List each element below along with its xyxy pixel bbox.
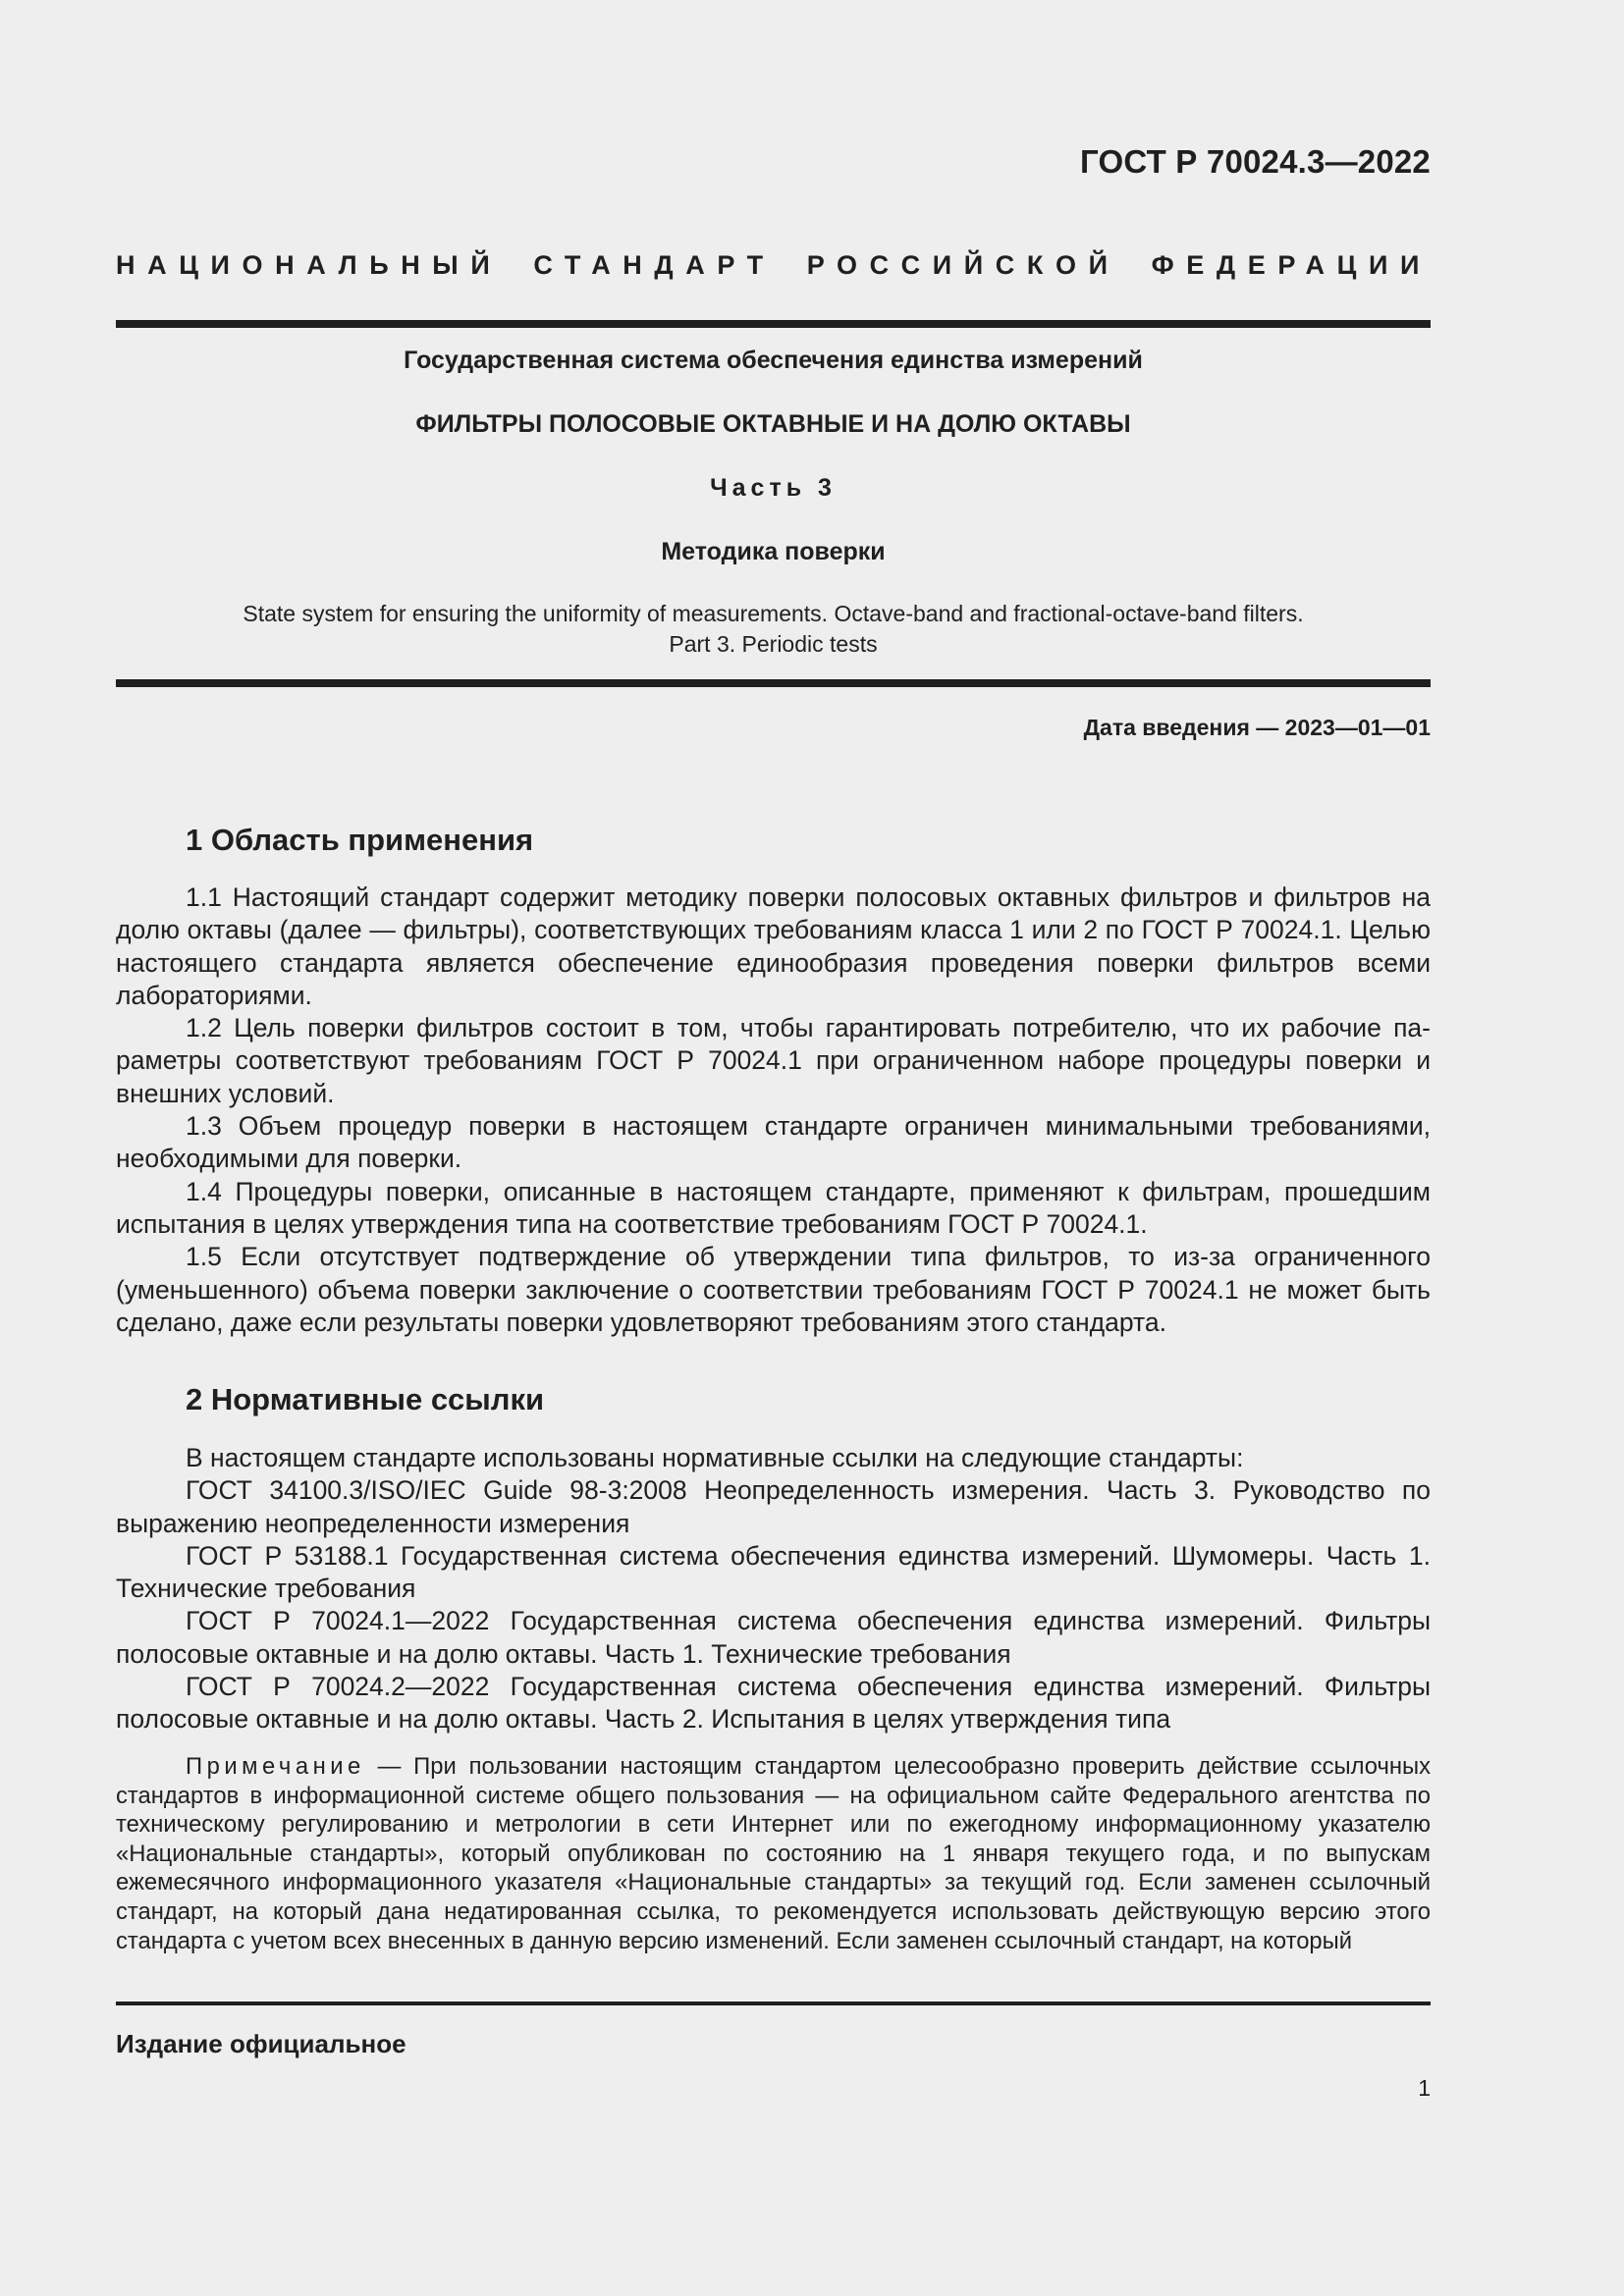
national-standard-banner: НАЦИОНАЛЬНЫЙ СТАНДАРТ РОССИЙСКОЙ ФЕДЕРАЦИИ [116, 250, 1432, 280]
section-2-body [116, 1442, 1431, 1736]
english-title [116, 599, 1431, 660]
note-paragraph [116, 1752, 1431, 1955]
part-label: Часть 3 [710, 474, 837, 502]
note-label: Примечание [186, 1753, 365, 1780]
paragraph-1-4: 1.4 Процедуры поверки, описанные в настоящем стандарте, применяют к фильтрам, прошедшим испытания в целях утверждения типа на соответствие требованиям ГОСТ Р 70024.1. [116, 1176, 1431, 1239]
official-edition-label: Издание официальное [116, 2029, 406, 2058]
standard-code: ГОСТ Р 70024.3—2022 [1080, 143, 1431, 180]
reference-item: ГОСТ Р 70024.1—2022 Государственная система обеспечения единства измерений. Фильтры полосовые октавные и на долю октавы. Часть 1. Технические требования [116, 1606, 1431, 1669]
title-bottom-rule [116, 679, 1431, 687]
english-title-line-1: State system for ensuring the uniformity of measurements. Octave-band and fractional-octave-band filters. [243, 601, 1304, 626]
reference-intro: В настоящем стандарте использованы нормативные ссылки на следующие стандарты: [186, 1443, 1244, 1472]
paragraph-1-2: 1.2 Цель поверки фильтров состоит в том, чтобы гарантировать потребителю, что их рабочие параметры соответствуют требованиям ГОСТ Р 70024.1 при ограниченном наборе процедуры поверки и внешних условий. [116, 1013, 1431, 1108]
paragraph-1-1: 1.1 Настоящий стандарт содержит методику поверки полосовых октавных фильтров и фильтров на долю октавы (далее — фильтры), соответствующих требованиям класса 1 или 2 по ГОСТ Р 70024.1. Целью настоящего стандарта является обеспечение единообразия проведения поверки фильтров всеми лабораториями. [116, 882, 1431, 1010]
reference-item: ГОСТ Р 70024.2—2022 Государственная система обеспечения единства измерений. Фильтры полосовые октавные и на долю октавы. Часть 2. Испытания в целях утверждения типа [116, 1672, 1431, 1735]
page-number: 1 [1418, 2075, 1431, 2101]
english-title-line-2: Part 3. Periodic tests [669, 631, 878, 657]
paragraph-1-3: 1.3 Объем процедур поверки в настоящем стандарте ограничен минимальными требованиями, необходимыми для поверки. [116, 1111, 1431, 1174]
document-subtitle: Методика поверки [661, 538, 886, 565]
reference-item: ГОСТ Р 53188.1 Государственная система обеспечения единства измерений. Шумомеры. Часть 1. Технические требования [116, 1540, 1431, 1604]
section-1-heading: 1 Область применения [186, 823, 534, 857]
document-title: ФИЛЬТРЫ ПОЛОСОВЫЕ ОКТАВНЫЕ И НА ДОЛЮ ОКТАВЫ [415, 410, 1131, 438]
section-2-heading: 2 Нормативные ссылки [186, 1382, 545, 1416]
note-block [116, 1752, 1431, 1955]
introduction-date: Дата введения — 2023—01—01 [1083, 715, 1431, 740]
footer-rule [116, 2002, 1431, 2005]
note-text: — При пользовании настоящим стандартом целесообразно проверить действие ссылочных стандартов в информационной системе общего пользования — на официальном сайте Федерального агентства по техническому регулированию и метрологии в сети Интернет или по ежегодному информационному указателю «Национальные стандарты», который опубликован по состоянию на 1 января текущего года, и по выпускам ежемесячного информационного указателя «Национальные стандарты» за текущий год. Если заменен ссылочный стандарт, на который дана недатированная ссылка, то рекомендуется использовать действующую версию этого стандарта с учетом всех внесенных в данную версию изменений. Если заменен ссылочный стандарт, на который [116, 1753, 1431, 1954]
paragraph-1-5: 1.5 Если отсутствует подтверждение об утверждении типа фильтров, то из-за ограниченного (уменьшенного) объема поверки заключение о соответствии требованиям ГОСТ Р 70024.1 не может быть сделано, даже если результаты поверки удовлетворяют требованиям этого стандарта. [116, 1242, 1431, 1337]
reference-item: ГОСТ 34100.3/ISO/IEC Guide 98-3:2008 Неопределенность измерения. Часть 3. Руководство по выражению неопределенности измерения [116, 1475, 1431, 1538]
section-1-body [116, 881, 1431, 1339]
series-title: Государственная система обеспечения единства измерений [404, 347, 1143, 374]
top-rule [116, 320, 1431, 328]
